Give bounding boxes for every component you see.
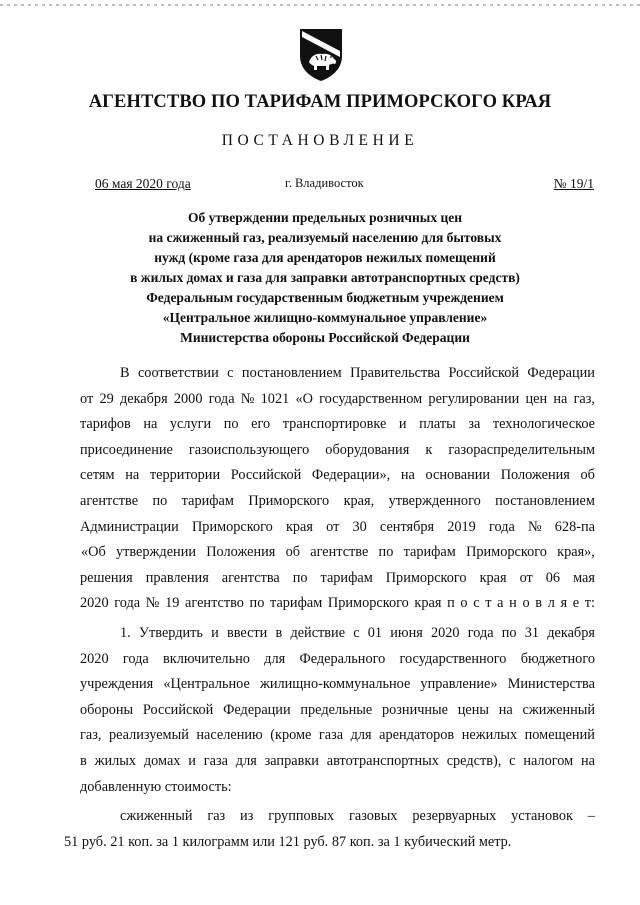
paragraph-price [64, 804, 595, 855]
word: для [235, 752, 257, 769]
word: налогом [523, 752, 574, 769]
document-city: г. Владивосток [285, 176, 364, 190]
word: от [80, 390, 94, 407]
word: Федерации [223, 701, 291, 718]
body-line [80, 387, 595, 413]
word: включительно [163, 650, 250, 667]
title-line: нужд (кроме газа для арендаторов нежилых помещений [154, 250, 496, 265]
word: для [264, 650, 286, 667]
word: на [498, 701, 513, 718]
word: 1021 [260, 390, 290, 407]
word: Федерации [527, 365, 595, 381]
word: с [227, 365, 234, 381]
word: агентстве [310, 544, 369, 561]
word: – [587, 808, 595, 825]
word: тарифам [320, 569, 373, 586]
word: и [398, 416, 407, 433]
word: газоиспользующего [188, 441, 310, 458]
word: по [249, 595, 265, 612]
body-line [80, 412, 595, 438]
word: средств), [446, 752, 502, 769]
word: Министерства [507, 676, 595, 693]
word: 29 [99, 390, 114, 407]
word: государственного [399, 650, 507, 667]
word: от [519, 569, 533, 586]
word: по [292, 569, 308, 586]
word: края [414, 595, 442, 612]
word: присоединение [80, 441, 173, 458]
word: края [285, 518, 313, 535]
word: с [473, 595, 480, 612]
word: года [488, 518, 515, 535]
word: газа [203, 752, 228, 769]
scan-border-dash [0, 0, 640, 10]
word: жилищно-коммунальное [259, 676, 411, 693]
body-line: добавленную стоимость: [80, 778, 232, 795]
paragraph-clause-1 [80, 621, 595, 800]
word: основании [425, 467, 491, 484]
word: 628-па [554, 518, 595, 535]
word: государственном [319, 390, 423, 407]
word: и [188, 752, 196, 769]
word: действие [290, 624, 346, 641]
word: об [580, 467, 595, 484]
word: по [152, 492, 168, 509]
word: края», [557, 544, 595, 561]
word: (кроме [270, 727, 312, 744]
body-line [80, 591, 595, 617]
word: на [400, 467, 415, 484]
word: реализуемый [108, 727, 189, 744]
word: «О [295, 390, 313, 407]
word: утверждении [115, 544, 196, 561]
word: из [240, 808, 254, 825]
word: автотранспортных [326, 752, 439, 769]
word: Положения [500, 467, 570, 484]
word: газовых [349, 808, 398, 825]
document-title [90, 208, 560, 348]
word: года [122, 650, 149, 667]
word: тарифов [80, 416, 131, 433]
word: 30 [352, 518, 367, 535]
word: Положения [206, 544, 276, 561]
word: года [114, 595, 141, 612]
word: с [353, 624, 360, 641]
word: а [497, 595, 504, 612]
word: об [285, 544, 301, 561]
body-line [80, 723, 595, 749]
word: обороны [80, 701, 134, 718]
body-line [80, 672, 595, 698]
word: июня [390, 624, 423, 641]
word: о [522, 595, 530, 612]
word: газораспределительным [448, 441, 595, 458]
word: агентство [185, 595, 244, 612]
word: т: [584, 595, 595, 612]
word: на [143, 416, 158, 433]
word: арендаторов [379, 727, 455, 744]
word: населению [196, 727, 263, 744]
word: «Об [81, 544, 106, 561]
word: помещений [524, 727, 595, 744]
word: сетям [80, 467, 115, 484]
word: декабря [547, 624, 595, 641]
word: Приморского [327, 595, 409, 612]
word: на [580, 752, 595, 769]
word: транспортировке [282, 416, 387, 433]
word: в [80, 752, 87, 769]
body-line [80, 515, 595, 541]
word: Приморского [248, 492, 330, 509]
word: е [572, 595, 580, 612]
word: и [211, 624, 219, 641]
word: управление» [420, 676, 498, 693]
word: Федерального [299, 650, 386, 667]
word: газа [318, 727, 344, 744]
word: в [275, 624, 283, 641]
document-body [64, 361, 595, 855]
word: на [125, 467, 140, 484]
word: 01 [367, 624, 383, 641]
body-line [80, 698, 595, 724]
word: платы [419, 416, 456, 433]
word: края [479, 569, 507, 586]
word: от [326, 518, 340, 535]
word: н [509, 595, 517, 612]
title-line: Министерства обороны Российской Федерации [180, 330, 470, 345]
word: «Центральное [163, 676, 250, 693]
body-line [80, 804, 595, 830]
word: утвержденного [388, 492, 481, 509]
word: 2019 [447, 518, 476, 535]
word: агентстве [80, 492, 139, 509]
word: 2020 [80, 650, 109, 667]
word: агентства [221, 569, 280, 586]
word: года [208, 390, 235, 407]
word: 2020 [80, 595, 109, 612]
body-line [80, 540, 595, 566]
word: 2020 [430, 624, 460, 641]
word: Администрации [80, 518, 179, 535]
document-number: № 19/1 [553, 176, 594, 191]
coat-of-arms-emblem [296, 26, 346, 82]
document-type: ПОСТАНОВЛЕНИЕ [221, 132, 419, 149]
word: территории [149, 467, 221, 484]
word: ввести [226, 624, 268, 641]
document-date: 06 мая 2020 года [95, 176, 191, 191]
body-line: 51 руб. 21 коп. за 1 килограмм или 121 руб. 87 коп. за 1 кубический метр. [64, 833, 512, 850]
word: Российской [142, 701, 214, 718]
word: тарифам [270, 595, 323, 612]
word: оборудования [325, 441, 410, 458]
word: Российской [448, 365, 519, 381]
word: цен [525, 390, 548, 407]
word: года [467, 624, 494, 641]
word: № [527, 518, 542, 535]
title-line: в жилых домах и газа для заправки автотранспортных средств) [130, 270, 520, 285]
body-line [80, 749, 595, 775]
word: заправки [264, 752, 319, 769]
word: по [223, 416, 239, 433]
word: услуги [169, 416, 212, 433]
word: В [120, 365, 130, 381]
word: Правительства [350, 365, 441, 381]
word: цены [457, 701, 490, 718]
word: технологическое [492, 416, 595, 433]
word: сжиженный [120, 808, 193, 825]
word: с [509, 752, 516, 769]
title-line: «Центральное жилищно-коммунальное управление» [162, 310, 488, 325]
word: по [501, 624, 517, 641]
body-line [80, 489, 595, 515]
word: я [560, 595, 568, 612]
word: т [485, 595, 492, 612]
body-line [80, 361, 595, 387]
word: декабря [119, 390, 168, 407]
word: правления [145, 569, 209, 586]
word: мая [573, 569, 595, 586]
word: Российской [230, 467, 302, 484]
word: соответствии [137, 365, 219, 381]
word: розничные [381, 701, 449, 718]
word: на [553, 390, 568, 407]
word: резервуарных [412, 808, 497, 825]
word: 19 [165, 595, 180, 612]
word: 06 [545, 569, 561, 586]
word: постановлением [241, 365, 342, 381]
word: решения [80, 569, 133, 586]
word: 31 [524, 624, 540, 641]
word: нежилых [461, 727, 518, 744]
word: постановлением [495, 492, 595, 509]
agency-name: АГЕНТСТВО ПО ТАРИФАМ ПРИМОРСКОГО КРАЯ [88, 92, 552, 112]
title-line: на сжиженный газ, реализуемый населению для бытовых [148, 230, 502, 245]
word: учреждения [80, 676, 154, 693]
paragraph-preamble [80, 361, 595, 617]
word: предельные [300, 701, 373, 718]
word: газ [207, 808, 226, 825]
word: бюджетного [520, 650, 595, 667]
word: газ, [573, 390, 595, 407]
body-line [80, 438, 595, 464]
word: к [425, 441, 433, 458]
body-line [80, 566, 595, 592]
word: 1. [120, 624, 131, 641]
word: его [251, 416, 271, 433]
word: сжиженный [522, 701, 595, 718]
word: газ, [80, 727, 102, 744]
word: за [468, 416, 481, 433]
word: домах [143, 752, 181, 769]
word: по [378, 544, 394, 561]
word: № [145, 595, 160, 612]
word: края, [343, 492, 375, 509]
word: 2000 [173, 390, 203, 407]
word: сентября [379, 518, 435, 535]
word: тарифам [181, 492, 234, 509]
word: Приморского [466, 544, 547, 561]
word: тарифам [403, 544, 456, 561]
word: п [447, 595, 455, 612]
title-line: Об утверждении предельных розничных цен [187, 210, 463, 225]
word: в [535, 595, 543, 612]
word: для [350, 727, 372, 744]
word: групповых [268, 808, 335, 825]
body-line [80, 463, 595, 489]
word: регулировании [428, 390, 520, 407]
word: № [240, 390, 255, 407]
word: Федерации», [311, 467, 391, 484]
word: жилых [94, 752, 137, 769]
word: Приморского [385, 569, 467, 586]
word: о [460, 595, 468, 612]
word: установок [511, 808, 573, 825]
word: л [547, 595, 555, 612]
body-line [80, 621, 595, 647]
word: Утвердить [138, 624, 203, 641]
body-line [80, 647, 595, 673]
title-line: Федеральным государственным бюджетным учреждением [146, 290, 504, 305]
word: Приморского [191, 518, 273, 535]
